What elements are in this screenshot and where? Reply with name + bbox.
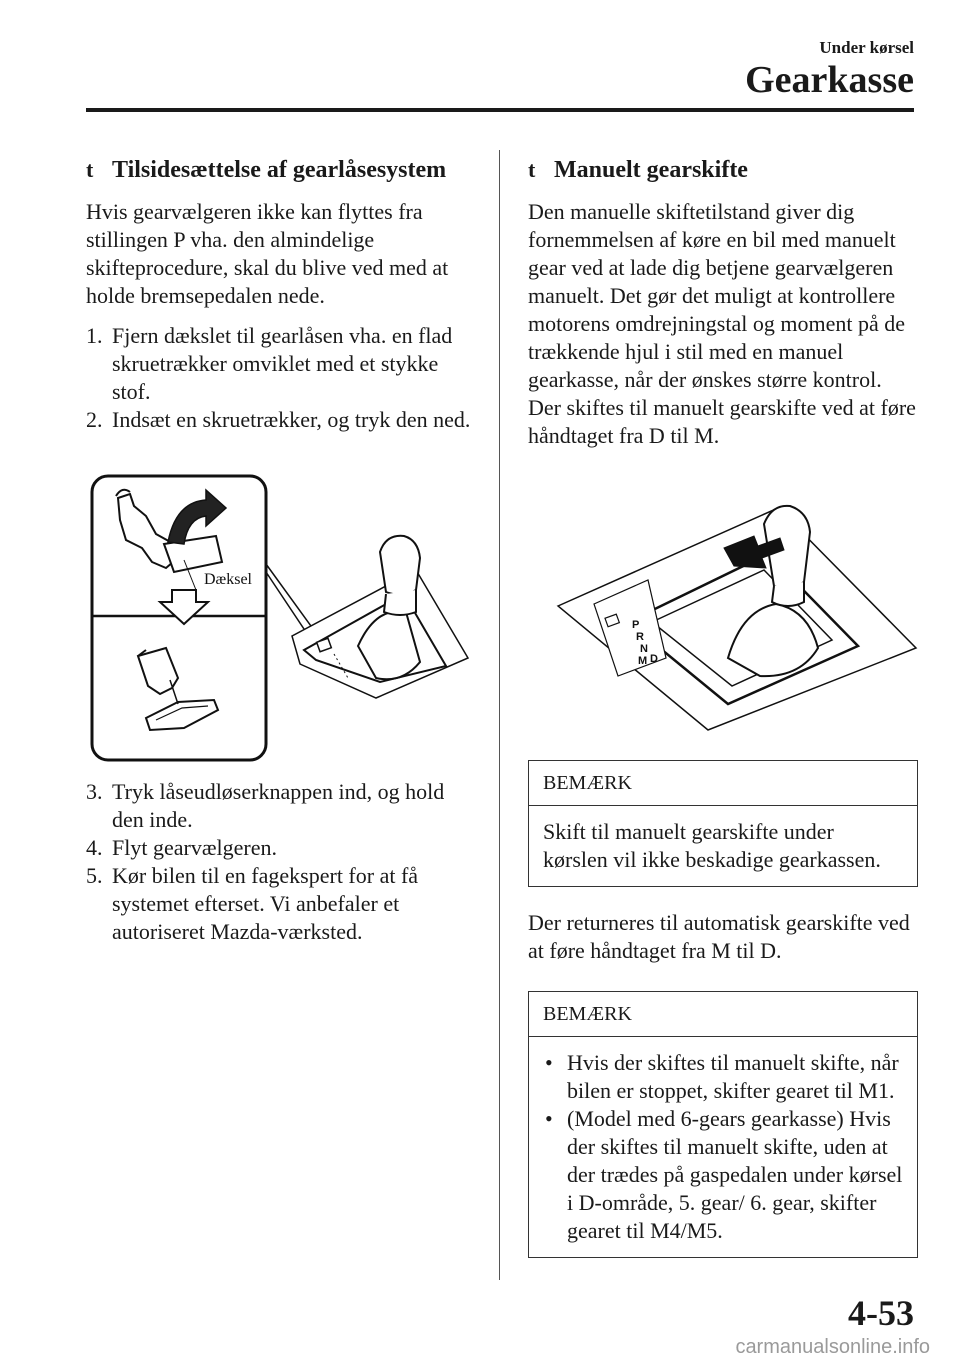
list-item <box>86 322 478 406</box>
note-box-1 <box>528 760 918 887</box>
gear-lock-illustration <box>86 472 478 762</box>
gear-letter-d: D <box>650 653 658 665</box>
note-item-text: Hvis der skiftes til manuelt skifte, når bilen er stoppet, skifter gearet til M1. <box>567 1050 899 1103</box>
manual-shift-figure <box>528 498 918 738</box>
note-list <box>543 1049 903 1245</box>
list-item <box>86 834 478 862</box>
left-column <box>86 156 478 946</box>
step-text: Fjern dækslet til gearlåsen vha. en flad skruetrækker omviklet med et stykke stof. <box>112 323 453 404</box>
header-title: Gearkasse <box>745 59 914 101</box>
step-text: Indsæt en skruetrækker, og tryk den ned. <box>112 407 471 432</box>
gear-lock-figure <box>86 472 478 762</box>
right-column <box>528 156 918 1280</box>
list-item <box>86 406 478 434</box>
step-text: Flyt gearvælgeren. <box>112 835 277 860</box>
heading-text: Tilsidesættelse af gearlåsesystem <box>112 157 447 183</box>
gear-letter-r: R <box>636 631 644 643</box>
gear-letter-p: P <box>632 619 640 631</box>
step-number: 2. <box>86 407 103 432</box>
gear-letter-n: N <box>640 643 648 655</box>
note-item-text: (Model med 6-gears gearkasse) Hvis der skiftes til manuelt skifte, uden at der trædes på gaspedalen under kørsel i D-område, 5. gear/ 6. gear, skifter gearet til M4/M5. <box>567 1106 903 1243</box>
steps-list-b <box>86 778 478 946</box>
note-body <box>529 1037 917 1257</box>
list-item <box>543 1105 903 1245</box>
right-intro: Den manuelle skiftetilstand giver dig fornemmelsen af køre en bil med manuelt gear ved at lade dig betjene gearvælgeren manuelt. Det gør det muligt at kontrollere motorens omdrejningstal og moment på de trækkende hjul i stil med en manuel gearkasse, når der ønskes større kontrol. Der skiftes til manuelt gearskifte ved at føre håndtaget fra D til M. <box>528 199 916 448</box>
watermark: carmanualsonline.info <box>735 1336 930 1358</box>
step-number: 4. <box>86 835 103 860</box>
step-number: 5. <box>86 863 103 888</box>
bullet-icon: • <box>545 1050 553 1075</box>
header-rule <box>86 108 914 112</box>
step-number: 1. <box>86 323 103 348</box>
list-item <box>86 778 478 834</box>
list-item <box>86 862 478 946</box>
step-text: Tryk låseudløserknappen ind, og hold den inde. <box>112 779 445 832</box>
heading-bullet: t <box>528 157 536 182</box>
return-text: Der returneres til automatisk gearskifte ved at føre håndtaget fra M til D. <box>528 910 910 963</box>
list-item <box>543 1049 903 1105</box>
note-box-2 <box>528 991 918 1258</box>
gear-letter-m: M <box>638 655 648 667</box>
step-number: 3. <box>86 779 103 804</box>
right-heading <box>528 156 918 184</box>
page-number: 4-53 <box>848 1293 914 1333</box>
note-heading: BEMÆRK <box>529 992 917 1037</box>
heading-text: Manuelt gearskifte <box>554 157 748 183</box>
steps-list-a <box>86 322 478 434</box>
left-intro: Hvis gearvælgeren ikke kan flyttes fra stillingen P vha. den almindelige skifteprocedure, skal du blive ved med at holde bremsepedalen nede. <box>86 199 449 308</box>
step-text: Kør bilen til en fagekspert for at få systemet efterset. Vi anbefaler et autoriseret Mazda-værksted. <box>112 863 419 944</box>
column-divider <box>499 150 500 1280</box>
figure-label: Dæksel <box>204 571 252 588</box>
gear-knob <box>380 536 420 595</box>
manual-shift-illustration <box>528 498 918 738</box>
left-heading <box>86 156 478 184</box>
note-body: Skift til manuelt gearskifte under kørslen vil ikke beskadige gearkassen. <box>543 819 881 872</box>
heading-bullet: t <box>86 157 94 182</box>
header-section: Under kørsel <box>819 38 914 57</box>
note-heading: BEMÆRK <box>529 761 917 806</box>
bullet-icon: • <box>545 1106 553 1131</box>
